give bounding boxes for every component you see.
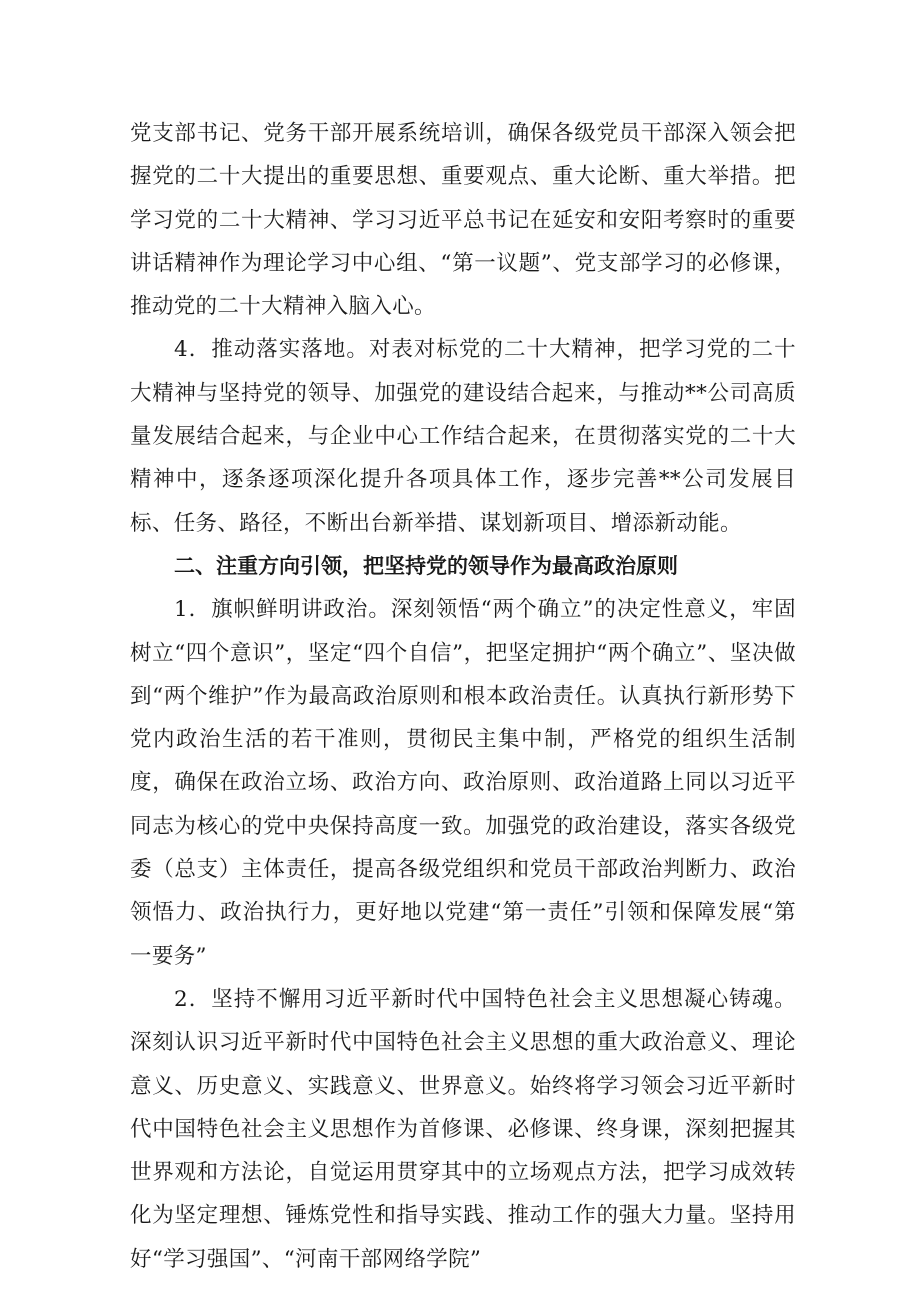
paragraph-2-thought: 2．坚持不懈用习近平新时代中国特色社会主义思想凝心铸魂。深刻认识习近平新时代中国特色社会主义思想的重大政治意义、理论意义、历史意义、实践意义、世界意义。始终将学习领会习近平新时代中国特色社会主义思想作为首修课、必修课、终身课，深刻把握其世界观和方法论，自觉运用贯穿其中的立场观点方法，把学习成效转化为坚定理想、锤炼党性和指导实践、推动工作的强大力量。坚持用好“学习强国”、“河南干部网络学院”	[130, 986, 796, 1272]
section-heading-2: 二、注重方向引领，把坚持党的领导作为最高政治原则	[174, 553, 678, 578]
paragraph-4-implementation: 4．推动落实落地。对表对标党的二十大精神，把学习党的二十大精神与坚持党的领导、加强党的建设结合起来，与推动**公司高质量发展结合起来，与企业中心工作结合起来，在贯彻落实党的二十大精神中，逐条逐项深化提升各项具体工作，逐步完善**公司发展目标、任务、路径，不断出台新举措、谋划新项目、增添新动能。	[130, 337, 796, 536]
document-body	[130, 112, 796, 1281]
paragraph-1-politics: 1．旗帜鲜明讲政治。深刻领悟“两个确立”的决定性意义，牢固树立“四个意识”，坚定“四个自信”，把坚定拥护“两个确立”、坚决做到“两个维护”作为最高政治原则和根本政治责任。认真执行新形势下党内政治生活的若干准则，贯彻民主集中制，严格党的组织生活制度，确保在政治立场、政治方向、政治原则、政治道路上同以习近平同志为核心的党中央保持高度一致。加强党的政治建设，落实各级党委（总支）主体责任，提高各级党组织和党员干部政治判断力、政治领悟力、政治执行力，更好地以党建“第一责任”引领和保障发展“第一要务”	[130, 597, 796, 969]
paragraph-training-continuation: 党支部书记、党务干部开展系统培训，确保各级党员干部深入领会把握党的二十大提出的重要思想、重要观点、重大论断、重大举措。把学习党的二十大精神、学习习近平总书记在延安和安阳考察时的重要讲话精神作为理论学习中心组、“第一议题”、党支部学习的必修课，推动党的二十大精神入脑入心。	[130, 121, 796, 320]
